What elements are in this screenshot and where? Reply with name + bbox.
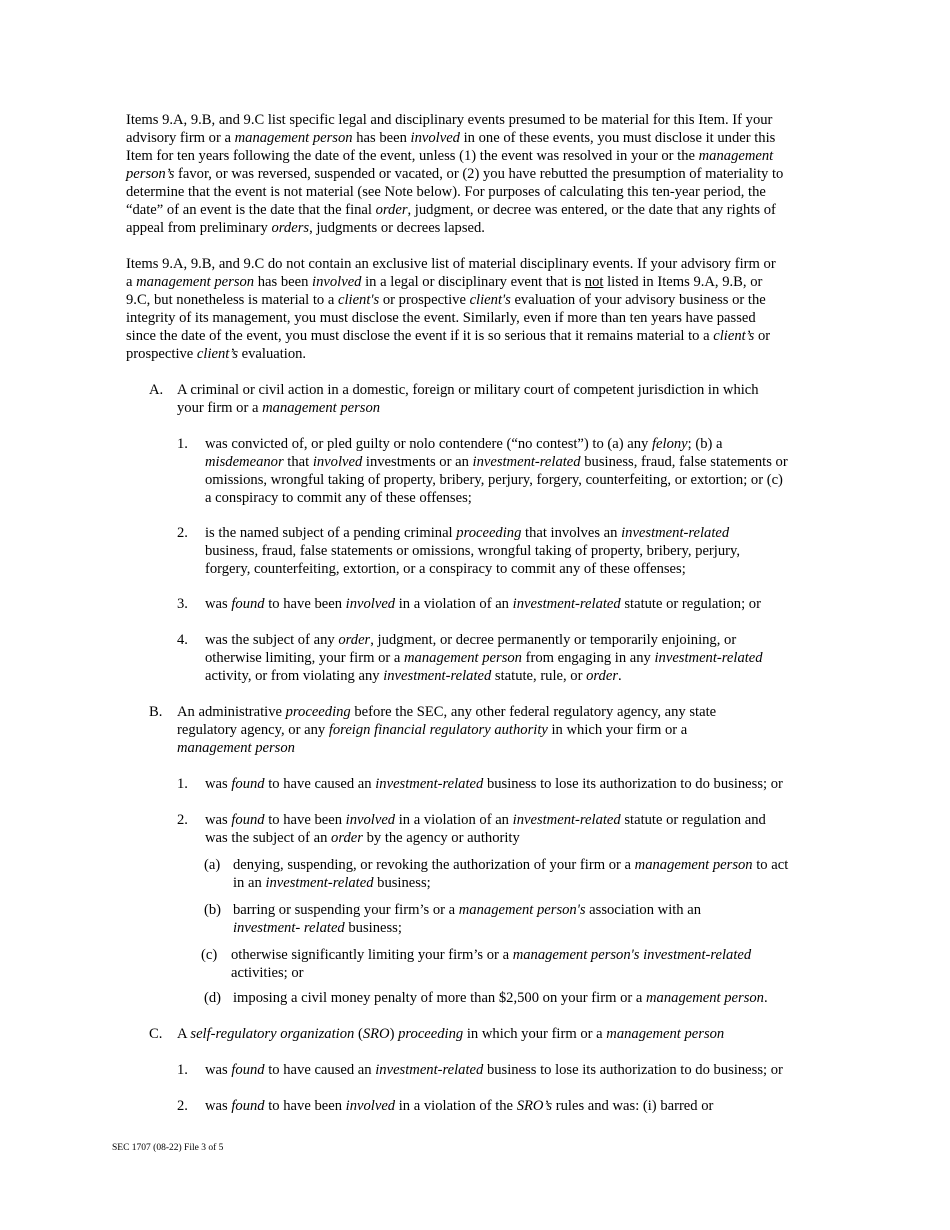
b2a-text: denying, suspending, or revoking the authorization of your firm or a management person to act in an investment-related business; <box>233 857 789 891</box>
a4-label: 4. <box>177 632 188 648</box>
section-a-label: A. <box>149 382 164 398</box>
b1-label: 1. <box>177 776 188 792</box>
a1-text: was convicted of, or pled guilty or nolo contendere (“no contest”) to (a) any felony; (b) a misdemeanor that involved investments or an investment-related business, fraud, false statements or omissions, wrongful taking of property, bribery, perjury, forgery, counterfeiting, or extortion; or (c) a conspiracy to commit any of these offenses; <box>205 436 788 506</box>
b2b-text: barring or suspending your firm’s or a management person's association with an investment- related business; <box>233 902 702 936</box>
c2-label: 2. <box>177 1098 188 1114</box>
b2c-text: otherwise significantly limiting your firm’s or a management person's investment-related activities; or <box>231 947 752 981</box>
b2-label: 2. <box>177 812 188 828</box>
section-b-text: An administrative proceeding before the SEC, any other federal regulatory agency, any state regulatory agency, or any foreign financial regulatory authority in which your firm or a management person <box>177 704 717 756</box>
b2d-text: imposing a civil money penalty of more than $2,500 on your firm or a management person. <box>233 990 768 1006</box>
c1-label: 1. <box>177 1062 188 1078</box>
section-c-text: A self-regulatory organization (SRO) proceeding in which your firm or a management person <box>177 1026 725 1042</box>
b1-text: was found to have caused an investment-related business to lose its authorization to do business; or <box>205 776 783 792</box>
a4-text: was the subject of any order, judgment, or decree permanently or temporarily enjoining, or otherwise limiting, your firm or a management person from engaging in any investment-related activity, or from violating any investment-related statute, rule, or order. <box>205 632 763 684</box>
a1-label: 1. <box>177 436 188 452</box>
materiality-paragraph: Items 9.A, 9.B, and 9.C list specific legal and disciplinary events presumed to be material for this Item. If your advisory firm or a management person has been involved in one of these events, you must disclose it under this Item for ten years following the date of the event, unless (1) the event was resolved in your or the management person’s favor, or was reversed, suspended or vacated, or (2) you have rebutted the presumption of materiality to determine that the event is not material (see Note below). For purposes of calculating this ten-year period, the “date” of an event is the date that the final order, judgment, or decree was entered, or the date that any rights of appeal from preliminary orders, judgments or decrees lapsed. <box>126 112 784 236</box>
section-c-label: C. <box>149 1026 163 1042</box>
b2b-label: (b) <box>204 902 222 918</box>
b2-text: was found to have been involved in a violation of an investment-related statute or regulation and was the subject of an order by the agency or authority <box>205 812 766 846</box>
a3-text: was found to have been involved in a violation of an investment-related statute or regulation; or <box>205 596 761 612</box>
a2-label: 2. <box>177 525 188 541</box>
page-footer: SEC 1707 (08-22) File 3 of 5 <box>112 1143 224 1153</box>
b2a-label: (a) <box>204 857 221 873</box>
a2-text: is the named subject of a pending criminal proceeding that involves an investment-related business, fraud, false statements or omissions, wrongful taking of property, bribery, perjury, forgery, counterfeiting, extortion, or a conspiracy to commit any of these offenses; <box>205 525 740 577</box>
non-exclusive-paragraph: Items 9.A, 9.B, and 9.C do not contain an exclusive list of material disciplinary events. If your advisory firm or a management person has been involved in a legal or disciplinary event that is not listed in Items 9.A, 9.B, or 9.C, but nonetheless is material to a client's or prospective client's evaluation of your advisory business or the integrity of its management, you must disclose the event. Similarly, even if more than ten years have passed since the date of the event, you must disclose the event if it is so serious that it remains material to a client’s or prospective client’s evaluation. <box>126 256 776 362</box>
a3-label: 3. <box>177 596 188 612</box>
c2-text: was found to have been involved in a violation of the SRO’s rules and was: (i) barred or <box>205 1098 714 1114</box>
section-a-text: A criminal or civil action in a domestic, foreign or military court of competent jurisdiction in which your firm or a management person <box>177 382 759 416</box>
section-b-label: B. <box>149 704 163 720</box>
b2c-label: (c) <box>201 947 218 963</box>
b2d-label: (d) <box>204 990 222 1006</box>
c1-text: was found to have caused an investment-related business to lose its authorization to do business; or <box>205 1062 783 1078</box>
